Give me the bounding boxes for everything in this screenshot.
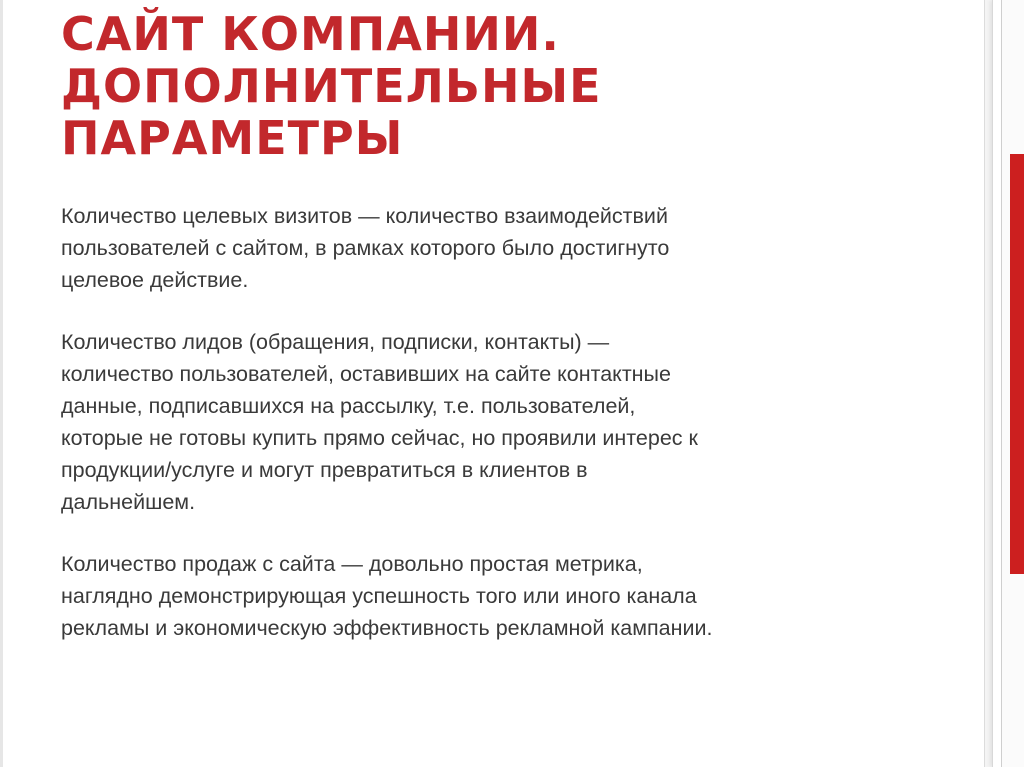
slide-title bbox=[61, 8, 961, 164]
paragraph-line: Количество целевых визитов — количество взаимодействий bbox=[61, 204, 668, 228]
paragraph-line: наглядно демонстрирующая успешность того или иного канала bbox=[61, 584, 697, 608]
paragraph-line: дальнейшем. bbox=[61, 490, 196, 514]
paragraph-line: данные, подписавшихся на рассылку, т.е. пользователей, bbox=[61, 394, 636, 418]
paragraph-target-visits bbox=[61, 200, 921, 296]
slide-left-edge bbox=[0, 0, 3, 767]
paragraph-line: рекламы и экономическую эффективность рекламной кампании. bbox=[61, 616, 713, 640]
slide-body bbox=[61, 200, 921, 674]
paragraph-line: пользователей с сайтом, в рамках которого было достигнуто bbox=[61, 236, 670, 260]
paragraph-sales bbox=[61, 548, 921, 644]
paragraph-line: Количество продаж с сайта — довольно простая метрика, bbox=[61, 552, 643, 576]
paragraph-leads bbox=[61, 326, 921, 518]
paragraph-line: которые не готовы купить прямо сейчас, но проявили интерес к bbox=[61, 426, 698, 450]
paragraph-line: Количество лидов (обращения, подписки, контакты) — bbox=[61, 330, 610, 354]
title-line: ПАРАМЕТРЫ bbox=[61, 111, 404, 165]
title-line: САЙТ КОМПАНИИ. bbox=[61, 7, 560, 61]
paragraph-line: количество пользователей, оставивших на сайте контактные bbox=[61, 362, 671, 386]
red-accent-bar bbox=[1010, 154, 1024, 574]
paragraph-line: целевое действие. bbox=[61, 268, 249, 292]
title-line: ДОПОЛНИТЕЛЬНЫЕ bbox=[61, 59, 602, 113]
paragraph-line: продукции/услуге и могут превратиться в клиентов в bbox=[61, 458, 588, 482]
